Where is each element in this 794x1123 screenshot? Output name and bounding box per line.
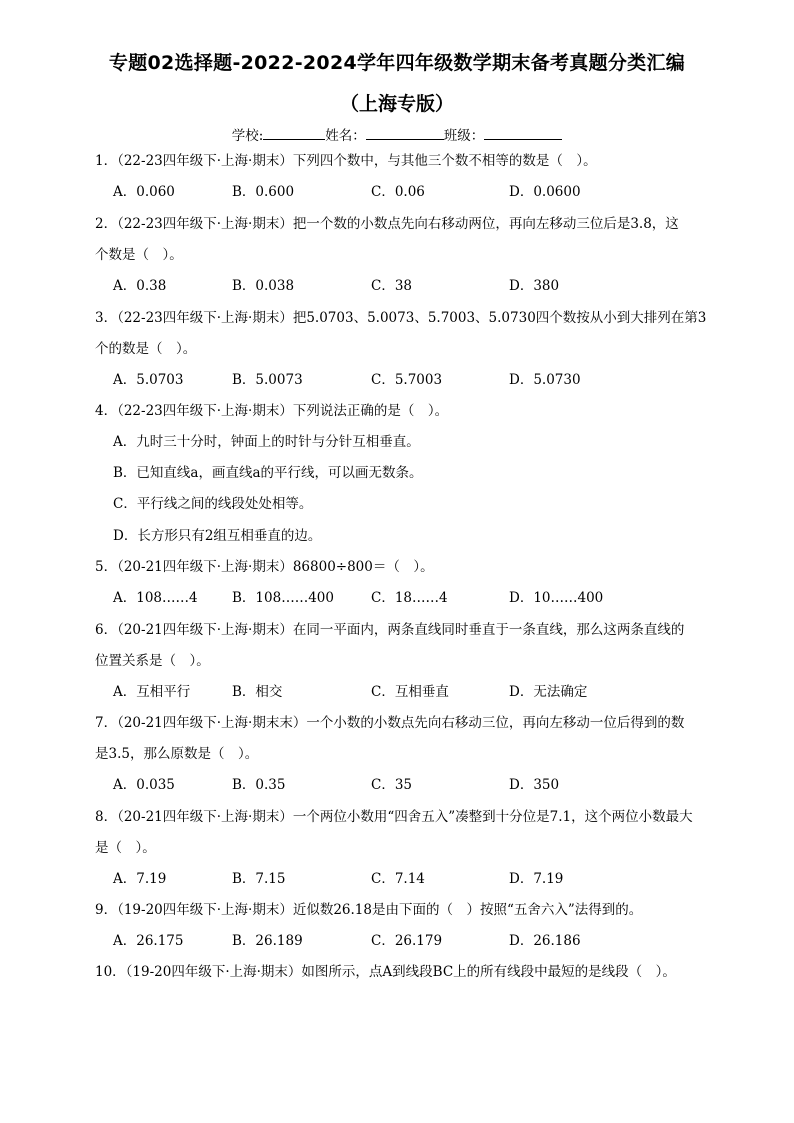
question-7-text-cont: 是3.5，那么原数是（ ）。	[95, 746, 259, 762]
question-2-option-a: A．0.38	[113, 278, 167, 294]
question-6-option-b: B．相交	[232, 684, 283, 700]
class-label: 班级：	[443, 128, 485, 144]
question-7-text: 7．（20-21四年级下·上海·期末末）一个小数的小数点先向右移动三位，再向左移动一位后得到的数	[95, 715, 685, 731]
page-subtitle: （上海专版）	[339, 93, 454, 115]
question-3-text-cont: 个的数是（ ）。	[95, 341, 197, 357]
question-2-text: 2．（22-23四年级下·上海·期末）把一个数的小数点先向右移动两位，再向左移动三位后是3.8，这	[95, 216, 679, 232]
question-9-option-b: B．26.189	[232, 933, 303, 949]
question-4-option-a: A．九时三十分时，钟面上的时针与分针互相垂直。	[113, 434, 420, 450]
question-8-text: 8．（20-21四年级下·上海·期末）一个两位小数用“四舍五入”凑整到十分位是7.1，这个两位小数最大	[95, 809, 693, 825]
question-1-option-a: A．0.060	[113, 184, 175, 200]
question-2-option-d: D．380	[509, 278, 560, 294]
question-2-option-b: B．0.038	[232, 278, 295, 294]
question-9-option-d: D．26.186	[509, 933, 581, 949]
question-8-option-d: D．7.19	[509, 871, 564, 887]
name-label: 姓名：	[325, 128, 366, 144]
question-3-option-a: A．5.0703	[113, 372, 184, 388]
question-9-option-a: A．26.175	[113, 933, 184, 949]
question-8-option-a: A．7.19	[113, 871, 167, 887]
question-8-option-c: C．7.14	[371, 871, 425, 887]
question-3-text: 3．（22-23四年级下·上海·期末）把5.0703、5.0073、5.7003、5.0730四个数按从小到大排列在第3	[95, 310, 707, 326]
page-title: 专题02选择题-2022-2024学年四年级数学期末备考真题分类汇编	[108, 52, 686, 74]
question-9-option-c: C．26.179	[371, 933, 443, 949]
question-1-option-c: C．0.06	[371, 184, 425, 200]
question-3-option-b: B．5.0073	[232, 372, 303, 388]
class-blank[interactable]	[484, 125, 562, 140]
question-6-option-d: D．无法确定	[509, 684, 588, 700]
question-3-option-d: D．5.0730	[509, 372, 581, 388]
student-info	[0, 124, 794, 144]
question-2-option-c: C．38	[371, 278, 413, 294]
school-label: 学校:	[231, 128, 264, 144]
question-5-option-a: A．108……4	[113, 590, 198, 606]
question-5-option-d: D．10……400	[509, 590, 604, 606]
question-1-text: 1．（22-23四年级下·上海·期末）下列四个数中，与其他三个数不相等的数是（ ）。	[95, 153, 597, 169]
question-5-option-b: B．108……400	[232, 590, 334, 606]
question-6-option-c: C．互相垂直	[371, 684, 449, 700]
question-9-text: 9．（19-20四年级下·上海·期末）近似数26.18是由下面的（ ）按照“五舍六入”法得到的。	[95, 902, 643, 918]
question-8-text-cont: 是（ ）。	[95, 840, 156, 856]
question-7-option-a: A．0.035	[113, 777, 175, 793]
name-blank[interactable]	[366, 125, 444, 140]
question-7-option-b: B．0.35	[232, 777, 286, 793]
question-5-option-c: C．18……4	[371, 590, 448, 606]
school-blank[interactable]	[263, 125, 325, 140]
question-1-option-b: B．0.600	[232, 184, 295, 200]
question-6-option-a: A．互相平行	[113, 684, 191, 700]
question-4-text: 4．（22-23四年级下·上海·期末）下列说法正确的是（ ）。	[95, 403, 449, 419]
question-2-text-cont: 个数是（ ）。	[95, 247, 183, 263]
question-4-option-b: B．已知直线a，画直线a的平行线，可以画无数条。	[113, 465, 423, 481]
question-3-option-c: C．5.7003	[371, 372, 443, 388]
question-4-option-d: D．长方形只有2组互相垂直的边。	[113, 528, 322, 544]
question-5-text: 5．（20-21四年级下·上海·期末）86800÷800＝（ ）。	[95, 559, 434, 575]
question-4-option-c: C．平行线之间的线段处处相等。	[113, 496, 313, 512]
question-6-text: 6．（20-21四年级下·上海·期末）在同一平面内，两条直线同时垂直于一条直线，那么这两条直线的	[95, 622, 685, 638]
question-7-option-d: D．350	[509, 777, 560, 793]
question-6-text-cont: 位置关系是（ ）。	[95, 653, 210, 669]
question-1-option-d: D．0.0600	[509, 184, 581, 200]
question-7-option-c: C．35	[371, 777, 413, 793]
question-10-text: 10．（19-20四年级下·上海·期末）如图所示，点A到线段BC上的所有线段中最短的是线段（ ）。	[95, 964, 676, 980]
question-8-option-b: B．7.15	[232, 871, 286, 887]
